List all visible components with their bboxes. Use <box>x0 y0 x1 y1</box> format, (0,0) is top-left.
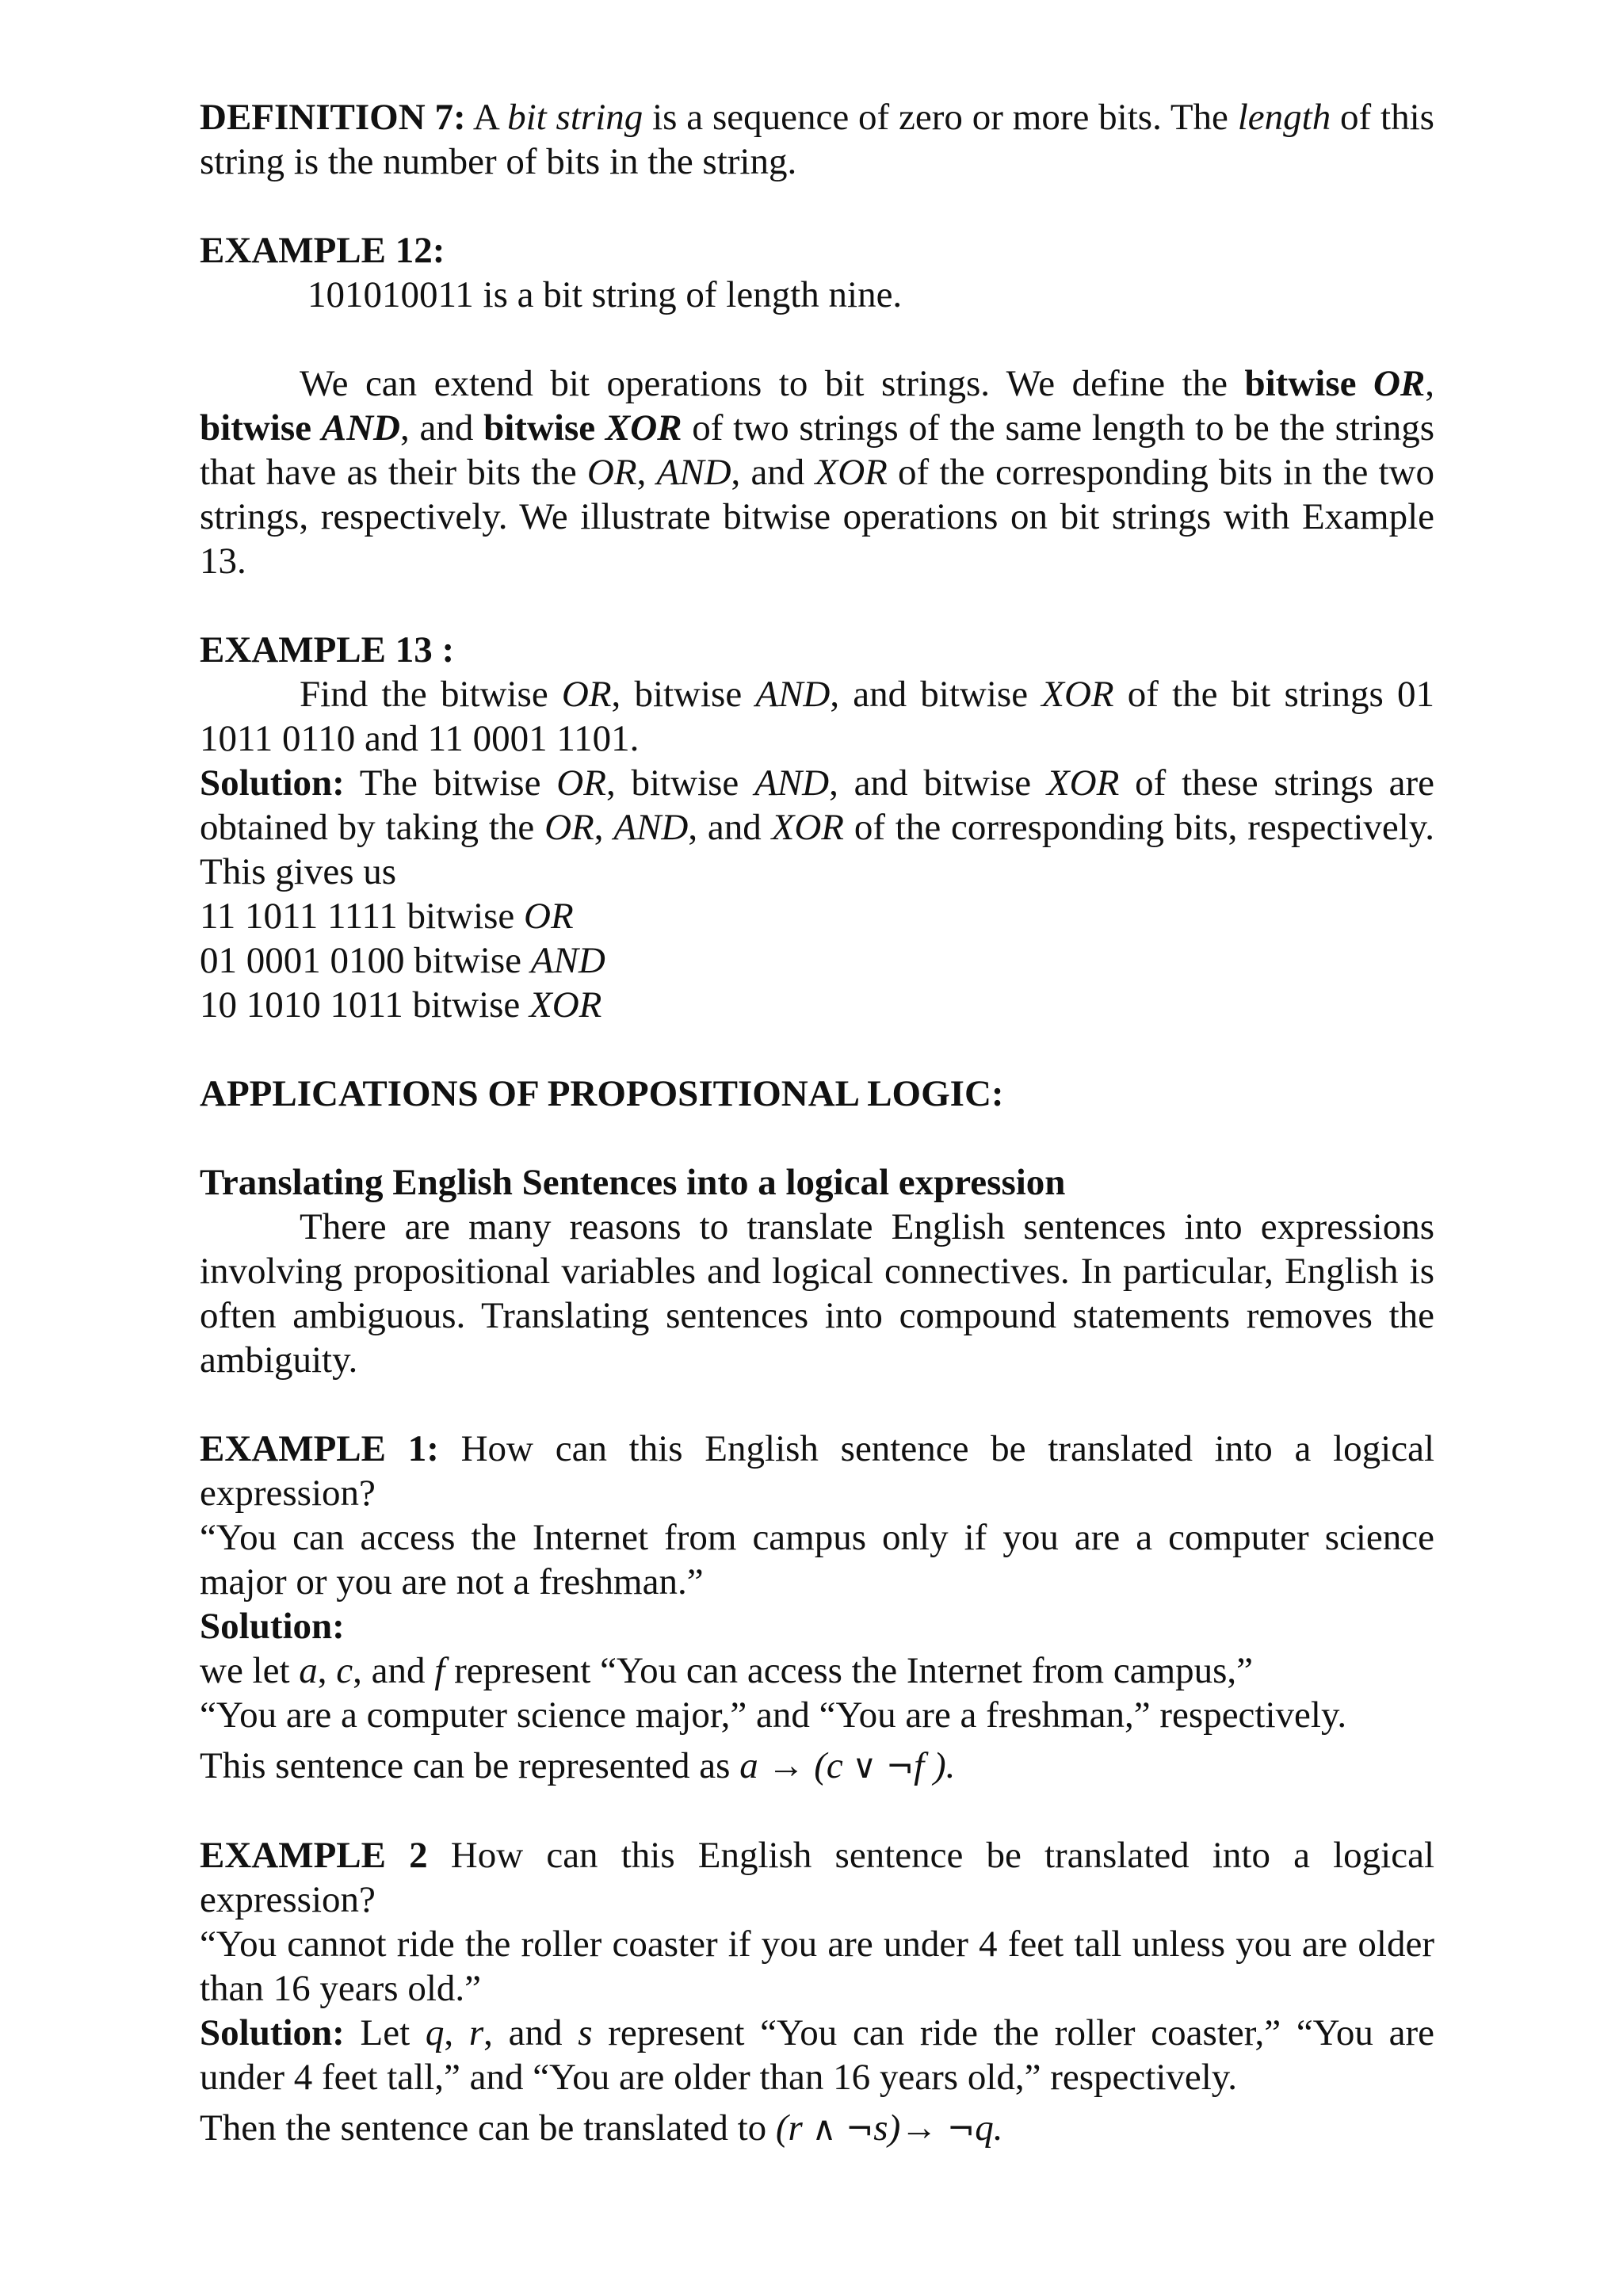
bitwise-paragraph: We can extend bit operations to bit strings. We define the bitwise OR, bitwise AND, and bitwise XOR of two strings of the same length to be the strings that have as their bits the OR, AND, and XOR of the corresponding bits in the two strings, respectively. We illustrate bitwise operations on bit strings with Example 13. <box>200 363 1435 582</box>
example-13-label: EXAMPLE 13 : <box>200 629 455 670</box>
example-12-label: EXAMPLE 12: <box>200 230 445 271</box>
page-content <box>200 95 1434 2151</box>
example-1-quote: “You can access the Internet from campus only if you are a computer science major or you are not a freshman.” <box>200 1517 1434 1603</box>
definition-7-label: DEFINITION 7: <box>200 97 466 138</box>
example-13-solution: Solution: The bitwise OR, bitwise AND, and bitwise XOR of these strings are obtained by taking the OR, AND, and XOR of the corresponding bits, respectively. This gives us <box>200 762 1435 892</box>
example-1-formula: a → (c ∨ ¬f ). <box>739 1745 956 1786</box>
example-12-body: 101010011 is a bit string of length nine. <box>307 274 903 315</box>
example-1-line-2: “You are a computer science major,” and “You are a freshman,” respectively. <box>200 1694 1347 1736</box>
example-1-line-3: This sentence can be represented as a → (c ∨ ¬f ). <box>200 1745 956 1786</box>
example-1-line-1: we let a, c, and f represent “You can access the Internet from campus,” <box>200 1650 1254 1691</box>
example-2-question: EXAMPLE 2 How can this English sentence be translated into a logical expression? <box>200 1835 1435 1920</box>
applications-heading: APPLICATIONS OF PROPOSITIONAL LOGIC: <box>200 1073 1004 1114</box>
term-bit-string: bit string <box>507 97 643 138</box>
text: of this string is the number of bits in the string. <box>200 97 1434 182</box>
example-2-solution: Solution: Let q, r, and s represent “You can ride the roller coaster,” “You are under 4 feet tall,” and “You are older than 16 years old,” respectively. <box>200 2012 1434 2098</box>
text: is a sequence of zero or more bits. The <box>643 97 1238 138</box>
translating-subheading: Translating English Sentences into a logical expression <box>200 1162 1066 1203</box>
example-2-line-3: Then the sentence can be translated to (r ∧ ¬s)→ ¬q. <box>200 2107 1003 2149</box>
result-and: 01 0001 0100 bitwise AND <box>200 940 605 981</box>
term-length: length <box>1237 97 1331 138</box>
example-2-quote: “You cannot ride the roller coaster if you are under 4 feet tall unless you are older than 16 years old.” <box>200 1924 1434 2009</box>
result-xor: 10 1010 1011 bitwise XOR <box>200 984 602 1026</box>
result-or: 11 1011 1111 bitwise OR <box>200 896 574 937</box>
example-1-solution-label: Solution: <box>200 1606 345 1647</box>
text: A <box>465 97 508 138</box>
example-2-formula: (r ∧ ¬s)→ ¬q. <box>775 2107 1003 2149</box>
example-1-question: EXAMPLE 1: How can this English sentence be translated into a logical expression? <box>200 1428 1435 1514</box>
example-13-question: Find the bitwise OR, bitwise AND, and bitwise XOR of the bit strings 01 1011 0110 and 11 0001 1101. <box>200 674 1434 759</box>
definition-7 <box>200 95 1434 184</box>
translating-paragraph: There are many reasons to translate English sentences into expressions involving propositional variables and logical connectives. In particular, English is often ambiguous. Translating sentences into compound statements removes the ambiguity. <box>200 1206 1434 1381</box>
